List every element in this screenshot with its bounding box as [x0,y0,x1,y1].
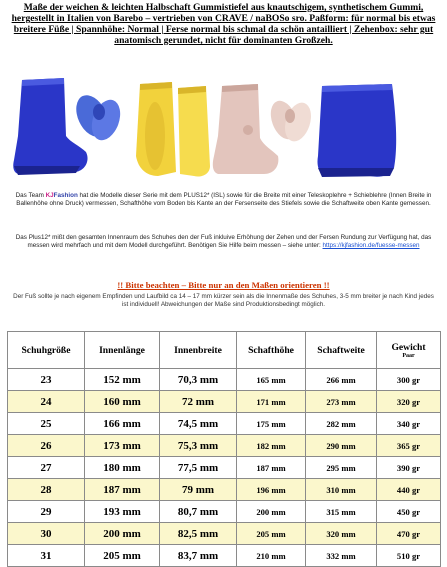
cell-shaft-height: 175 mm [237,413,306,435]
cell-shaft-width: 273 mm [306,391,377,413]
table-row [8,413,441,435]
cell-shaft-height: 196 mm [237,479,306,501]
table-row [8,523,441,545]
cell-width: 72 mm [160,391,237,413]
header-weight [377,332,441,369]
cell-shaft-width: 315 mm [306,501,377,523]
cell-width: 77,5 mm [160,457,237,479]
cell-shaft-height: 200 mm [237,501,306,523]
cell-shaft-width: 320 mm [306,523,377,545]
measurement-info-text [10,192,437,209]
table-row [8,369,441,391]
header-weight-unit: Paar [402,352,415,359]
table-row [8,391,441,413]
blue-boot-front-image [318,84,397,177]
header-inner-length: Innenlänge [85,332,160,369]
cell-length: 180 mm [85,457,160,479]
cell-length: 205 mm [85,545,160,567]
cell-weight: 450 gr [377,501,441,523]
pink-boot-image [213,84,279,174]
plus12-info-text [10,234,437,251]
cell-weight: 390 gr [377,457,441,479]
header-shaft-width: Schaftweite [306,332,377,369]
table-row [8,545,441,567]
page-title: Maße der weichen & leichten Halbschaft Gummistiefel aus knautschigem, synthetischem Gummi, hergestellt in Italien von Barebo – vertrieben von CRAVE / naBOSo sro. Paßform: für normal bis etwas breitere Füße | Spannhöhe: Normal | Ferse normal bis schmal da schön antailliert | Zehenbox: sehr gut anatomisch gerundet, nicht für dominanten Großzeh. [11,2,436,46]
cell-width: 74,5 mm [160,413,237,435]
cell-length: 187 mm [85,479,160,501]
cell-size: 28 [8,479,85,501]
table-row [8,501,441,523]
cell-shaft-height: 205 mm [237,523,306,545]
cell-length: 200 mm [85,523,160,545]
cell-size: 24 [8,391,85,413]
header-weight-label: Gewicht [391,341,426,353]
cell-length: 173 mm [85,435,160,457]
brand-kj-text: KJ [45,192,54,199]
table-row [8,479,441,501]
cell-shaft-width: 290 mm [306,435,377,457]
boot-photos-image [0,76,447,184]
team-intro-text: Das Team [15,192,46,199]
cell-shaft-width: 332 mm [306,545,377,567]
header-inner-width: Innenbreite [160,332,237,369]
cell-weight: 510 gr [377,545,441,567]
cell-size: 30 [8,523,85,545]
header-shoe-size: Schuhgröße [8,332,85,369]
cell-length: 166 mm [85,413,160,435]
cell-shaft-width: 282 mm [306,413,377,435]
cell-size: 31 [8,545,85,567]
cell-width: 80,7 mm [160,501,237,523]
cell-weight: 440 gr [377,479,441,501]
cell-shaft-width: 266 mm [306,369,377,391]
cell-shaft-height: 210 mm [237,545,306,567]
measure-help-link[interactable]: https://kjfashion.de/fuesse-messen [322,242,420,250]
plus12-description-text: Das Plus12* mißt den gesamten Innenraum des Schuhes den der Fuß inkluive Erhöhung der Zehen und der Fersen Rundung zur Verfügung hat, das messen wird mehrfach und mit dem Modell durchgeführt. Benötigen Sie Hilfe beim messen – siehe unter: [15,234,432,250]
blue-insole-pair-image [70,90,125,144]
warning-heading: !! Bitte beachten – Bitte nur an den Maßen orientieren !! [117,280,330,290]
pink-insole-pair-image [266,97,316,145]
cell-weight: 365 gr [377,435,441,457]
cell-length: 152 mm [85,369,160,391]
cell-weight: 300 gr [377,369,441,391]
cell-shaft-height: 187 mm [237,457,306,479]
cell-size: 26 [8,435,85,457]
team-description-text: hat die Modelle dieser Serie mit dem PLUS12* (ISL) sowie für die Breite mit einer Teleskoplehre + Schieblehre (Innen Breite in Ballenhöhe ohne Druck) vermessen, Schafthöhe vom Boden bis Kante an der Fersenseite des Stiefels sowie die Schaftweite oben Kante gemessen. [16,192,432,208]
table-header-row [8,332,441,369]
cell-shaft-height: 165 mm [237,369,306,391]
cell-width: 82,5 mm [160,523,237,545]
cell-shaft-width: 310 mm [306,479,377,501]
blue-boot-side-image [13,78,87,175]
cell-weight: 470 gr [377,523,441,545]
cell-size: 23 [8,369,85,391]
cell-size: 27 [8,457,85,479]
cell-weight: 340 gr [377,413,441,435]
cell-width: 70,3 mm [160,369,237,391]
cell-size: 25 [8,413,85,435]
cell-shaft-height: 171 mm [237,391,306,413]
brand-fashion-text: Fashion [53,192,78,199]
cell-size: 29 [8,501,85,523]
table-row [8,435,441,457]
cell-length: 160 mm [85,391,160,413]
yellow-boot-pair-image [136,82,210,177]
cell-shaft-width: 295 mm [306,457,377,479]
cell-width: 79 mm [160,479,237,501]
size-table [7,331,441,567]
cell-width: 75,3 mm [160,435,237,457]
fit-footnote-text: Der Fuß sollte je nach eigenem Empfinden und Laufbild ca 14 – 17 mm kürzer sein als die Innenmaße des Schuhes, 3-5 mm breiter je nach Kind jedes ist individuell! Abweichungen der Maße sind Produktionsbedingt möglich. [13,293,434,309]
cell-width: 83,7 mm [160,545,237,567]
table-row [8,457,441,479]
cell-length: 193 mm [85,501,160,523]
cell-weight: 320 gr [377,391,441,413]
header-shaft-height: Schafthöhe [237,332,306,369]
cell-shaft-height: 182 mm [237,435,306,457]
product-photos [0,76,447,184]
